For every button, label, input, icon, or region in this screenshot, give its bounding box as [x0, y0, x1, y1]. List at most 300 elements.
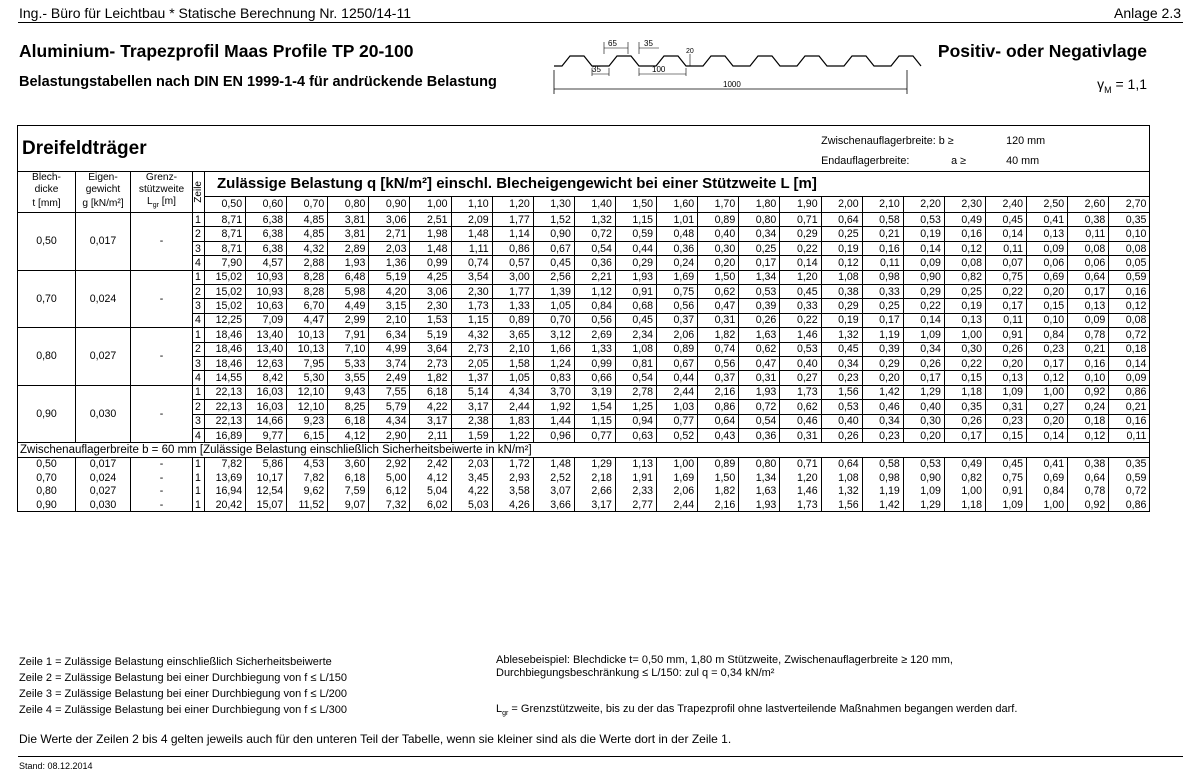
zeile-cell: 3 — [193, 356, 205, 370]
span-header-cell: 1,50 — [615, 196, 656, 213]
value-cell: 1,58 — [492, 356, 533, 370]
value-cell: 20,42 — [205, 498, 246, 512]
value-cell: 0,53 — [821, 400, 862, 414]
section2-info-cell: 0,80 — [18, 484, 76, 497]
value-cell: 0,91 — [985, 328, 1026, 342]
value-cell: 0,25 — [821, 227, 862, 241]
legend-zeile-2: Zeile 2 = Zulässige Belastung bei einer Durchbiegung von f ≤ L/150 — [19, 672, 347, 684]
value-cell: 0,05 — [1109, 256, 1150, 270]
dim-100: 100 — [652, 65, 666, 74]
value-cell: 0,09 — [903, 256, 944, 270]
value-cell: 0,20 — [862, 371, 903, 385]
value-cell: 0,10 — [1109, 227, 1150, 241]
value-cell: 1,00 — [944, 328, 985, 342]
reading-example: Ablesebeispiel: Blechdicke t= 0,50 mm, 1,80 m Stützweite, Zwischenauflagerbreite ≥ 120 mm, Durchbiegungsbeschränkung ≤ L/150: zul q = 0,34 kN/m² — [496, 654, 953, 679]
value-cell: 1,32 — [821, 328, 862, 342]
value-cell: 0,10 — [1068, 371, 1109, 385]
value-cell: 1,50 — [698, 270, 739, 284]
value-cell: 0,45 — [985, 457, 1026, 471]
value-cell: 0,54 — [615, 371, 656, 385]
value-cell: 6,38 — [246, 213, 287, 227]
value-cell: 0,56 — [698, 356, 739, 370]
value-cell: 0,91 — [615, 284, 656, 298]
value-cell: 1,05 — [492, 371, 533, 385]
limit-span-note: $L_{gr}$ = Grenzstützweite, bis zu der das Trapezprofil ohne lastverteilende Maßnahmen begangen werden darf. — [496, 703, 1018, 718]
value-cell: 22,13 — [205, 414, 246, 428]
value-cell: 2,05 — [451, 356, 492, 370]
value-cell: 8,71 — [205, 227, 246, 241]
value-cell: 1,46 — [780, 484, 821, 497]
value-cell: 5,98 — [328, 284, 369, 298]
value-cell: 13,40 — [246, 342, 287, 356]
value-cell: 8,28 — [287, 284, 328, 298]
span-header-cell: 0,60 — [246, 196, 287, 213]
value-cell: 1,39 — [533, 284, 574, 298]
value-cell: 18,46 — [205, 342, 246, 356]
value-cell: 0,92 — [1068, 498, 1109, 512]
value-cell: 0,74 — [451, 256, 492, 270]
limit-span-cell: - — [131, 385, 193, 443]
value-cell: 0,22 — [903, 299, 944, 313]
profile-sketch — [548, 36, 928, 96]
value-cell: 1,98 — [410, 227, 451, 241]
value-cell: 1,72 — [492, 457, 533, 471]
value-cell: 3,65 — [492, 328, 533, 342]
value-cell: 0,72 — [1109, 328, 1150, 342]
value-cell: 6,38 — [246, 227, 287, 241]
value-cell: 1,48 — [410, 241, 451, 255]
value-cell: 1,29 — [903, 498, 944, 512]
zeile-cell: 4 — [193, 256, 205, 270]
position-label: Positiv- oder Negativlage — [937, 41, 1147, 61]
value-cell: 2,78 — [615, 385, 656, 399]
value-cell: 0,67 — [533, 241, 574, 255]
value-cell: 0,16 — [1068, 356, 1109, 370]
table-row — [18, 328, 1150, 342]
value-cell: 6,12 — [369, 484, 410, 497]
value-cell: 0,47 — [698, 299, 739, 313]
value-cell: 0,29 — [821, 299, 862, 313]
value-cell: 3,64 — [410, 342, 451, 356]
value-cell: 4,12 — [410, 471, 451, 484]
value-cell: 0,56 — [657, 299, 698, 313]
col-header-limit-span: Grenz- stützweite — [131, 172, 193, 197]
value-cell: 4,32 — [287, 241, 328, 255]
value-cell: 6,15 — [287, 428, 328, 442]
value-cell: 6,34 — [369, 328, 410, 342]
value-cell: 2,21 — [574, 270, 615, 284]
value-cell: 0,81 — [615, 356, 656, 370]
value-cell: 8,42 — [246, 371, 287, 385]
value-cell: 0,44 — [615, 241, 656, 255]
zeile-cell: 3 — [193, 241, 205, 255]
value-cell: 1,09 — [903, 484, 944, 497]
value-cell: 2,38 — [451, 414, 492, 428]
value-cell: 4,85 — [287, 227, 328, 241]
value-cell: 5,04 — [410, 484, 451, 497]
section2-info-cell: 0,70 — [18, 471, 76, 484]
value-cell: 1,36 — [369, 256, 410, 270]
value-cell: 0,35 — [1109, 457, 1150, 471]
value-cell: 0,63 — [615, 428, 656, 442]
value-cell: 1,63 — [739, 484, 780, 497]
value-cell: 4,99 — [369, 342, 410, 356]
value-cell: 0,78 — [1068, 484, 1109, 497]
value-cell: 0,12 — [821, 256, 862, 270]
value-cell: 1,34 — [739, 270, 780, 284]
value-cell: 9,07 — [328, 498, 369, 512]
value-cell: 1,42 — [862, 385, 903, 399]
value-cell: 1,69 — [657, 471, 698, 484]
unit-weight: g [kN/m²] — [76, 196, 131, 213]
value-cell: 0,53 — [903, 457, 944, 471]
value-cell: 3,06 — [369, 213, 410, 227]
value-cell: 0,98 — [862, 270, 903, 284]
zeile-cell: 2 — [193, 227, 205, 241]
value-cell: 0,19 — [944, 299, 985, 313]
value-cell: 0,49 — [944, 457, 985, 471]
value-cell: 7,95 — [287, 356, 328, 370]
value-cell: 4,32 — [451, 328, 492, 342]
value-cell: 12,54 — [246, 484, 287, 497]
value-cell: 3,58 — [492, 484, 533, 497]
value-cell: 7,91 — [328, 328, 369, 342]
value-cell: 0,47 — [739, 356, 780, 370]
value-cell: 0,70 — [533, 313, 574, 327]
value-cell: 0,17 — [862, 313, 903, 327]
span-header-cell: 1,30 — [533, 196, 574, 213]
table-row — [18, 270, 1150, 284]
value-cell: 0,39 — [739, 299, 780, 313]
value-cell: 15,07 — [246, 498, 287, 512]
value-cell: 0,26 — [739, 313, 780, 327]
value-cell: 1,42 — [862, 498, 903, 512]
value-cell: 3,74 — [369, 356, 410, 370]
value-cell: 22,13 — [205, 400, 246, 414]
thickness-cell: 0,90 — [18, 385, 76, 443]
value-cell: 0,10 — [1027, 313, 1068, 327]
value-cell: 3,60 — [328, 457, 369, 471]
value-cell: 0,17 — [985, 299, 1026, 313]
value-cell: 5,14 — [451, 385, 492, 399]
value-cell: 0,08 — [944, 256, 985, 270]
zeile-cell: 4 — [193, 371, 205, 385]
value-cell: 0,68 — [615, 299, 656, 313]
value-cell: 0,11 — [862, 256, 903, 270]
value-cell: 7,90 — [205, 256, 246, 270]
value-cell: 1,33 — [574, 342, 615, 356]
value-cell: 0,71 — [780, 457, 821, 471]
support-mid-value: 120 mm — [1006, 135, 1046, 147]
value-cell: 0,89 — [492, 313, 533, 327]
value-cell: 2,93 — [492, 471, 533, 484]
value-cell: 0,14 — [985, 227, 1026, 241]
table-row — [18, 498, 1150, 512]
value-cell: 3,81 — [328, 213, 369, 227]
col-header-zeile: Zeile — [193, 172, 205, 213]
dim-65: 65 — [608, 39, 617, 48]
value-cell: 0,36 — [657, 241, 698, 255]
zeile-cell: 4 — [193, 313, 205, 327]
value-cell: 22,13 — [205, 385, 246, 399]
value-cell: 1,12 — [574, 284, 615, 298]
span-header-cell: 2,60 — [1068, 196, 1109, 213]
span-header-cell: 1,10 — [451, 196, 492, 213]
value-cell: 0,77 — [657, 414, 698, 428]
value-cell: 1,00 — [1027, 385, 1068, 399]
dim-20: 20 — [686, 48, 694, 55]
value-cell: 1,73 — [780, 498, 821, 512]
dim-35-top: 35 — [644, 39, 653, 48]
value-cell: 0,84 — [574, 299, 615, 313]
value-cell: 0,09 — [1068, 313, 1109, 327]
value-cell: 1,25 — [615, 400, 656, 414]
zeile-cell: 1 — [193, 484, 205, 497]
value-cell: 12,10 — [287, 385, 328, 399]
value-cell: 0,40 — [903, 400, 944, 414]
value-cell: 4,34 — [369, 414, 410, 428]
value-cell: 0,46 — [780, 414, 821, 428]
zeile-cell: 1 — [193, 213, 205, 227]
value-cell: 0,19 — [821, 241, 862, 255]
value-cell: 0,54 — [739, 414, 780, 428]
value-cell: 2,52 — [533, 471, 574, 484]
value-cell: 0,72 — [574, 227, 615, 241]
main-column-header: Zulässige Belastung q [kN/m²] einschl. Blecheigengewicht bei einer Stützweite L [m] — [205, 172, 1150, 197]
value-cell: 0,94 — [615, 414, 656, 428]
value-cell: 0,58 — [862, 457, 903, 471]
value-cell: 4,22 — [451, 484, 492, 497]
value-cell: 0,64 — [1068, 471, 1109, 484]
value-cell: 0,11 — [1109, 428, 1150, 442]
load-table-body — [18, 126, 1150, 512]
value-cell: 1,08 — [821, 471, 862, 484]
value-cell: 0,59 — [1109, 270, 1150, 284]
value-cell: 15,02 — [205, 284, 246, 298]
span-header-cell: 2,50 — [1027, 196, 1068, 213]
value-cell: 0,15 — [985, 428, 1026, 442]
value-cell: 0,13 — [1027, 227, 1068, 241]
value-cell: 4,25 — [410, 270, 451, 284]
value-cell: 0,66 — [574, 371, 615, 385]
value-cell: 5,03 — [451, 498, 492, 512]
support-end-value: 40 mm — [1006, 155, 1040, 167]
value-cell: 3,70 — [533, 385, 574, 399]
value-cell: 1,59 — [451, 428, 492, 442]
value-cell: 8,71 — [205, 241, 246, 255]
value-cell: 2,90 — [369, 428, 410, 442]
value-cell: 1,09 — [903, 328, 944, 342]
value-cell: 0,35 — [944, 400, 985, 414]
span-header-cell: 1,20 — [492, 196, 533, 213]
value-cell: 6,38 — [246, 241, 287, 255]
value-cell: 0,49 — [944, 213, 985, 227]
value-cell: 18,46 — [205, 356, 246, 370]
value-cell: 0,20 — [985, 356, 1026, 370]
value-cell: 3,66 — [533, 498, 574, 512]
value-cell: 0,26 — [985, 342, 1026, 356]
value-cell: 12,63 — [246, 356, 287, 370]
value-cell: 0,23 — [862, 428, 903, 442]
value-cell: 1,66 — [533, 342, 574, 356]
zeile-cell: 4 — [193, 428, 205, 442]
value-cell: 1,09 — [985, 385, 1026, 399]
value-cell: 3,15 — [369, 299, 410, 313]
value-cell: 2,73 — [410, 356, 451, 370]
value-cell: 0,90 — [533, 227, 574, 241]
section2-header-row — [18, 443, 1150, 457]
value-cell: 1,34 — [739, 471, 780, 484]
support-mid-label: Zwischenauflagerbreite: b ≥ — [821, 135, 954, 147]
zeile-cell: 1 — [193, 498, 205, 512]
value-cell: 6,70 — [287, 299, 328, 313]
value-cell: 1,56 — [821, 385, 862, 399]
value-cell: 7,09 — [246, 313, 287, 327]
value-cell: 0,99 — [410, 256, 451, 270]
section2-info-cell: 0,50 — [18, 457, 76, 471]
value-cell: 0,34 — [903, 342, 944, 356]
value-cell: 1,77 — [492, 284, 533, 298]
value-cell: 0,75 — [985, 471, 1026, 484]
value-cell: 3,00 — [492, 270, 533, 284]
value-cell: 0,41 — [1027, 457, 1068, 471]
value-cell: 0,62 — [780, 400, 821, 414]
value-cell: 5,79 — [369, 400, 410, 414]
thickness-cell: 0,50 — [18, 213, 76, 271]
span-header-cell: 1,60 — [657, 196, 698, 213]
value-cell: 0,19 — [903, 227, 944, 241]
value-cell: 1,50 — [698, 471, 739, 484]
value-cell: 0,26 — [903, 356, 944, 370]
span-header-cell: 1,00 — [410, 196, 451, 213]
unit-limit-span: $L_{gr}$ [m] — [131, 196, 193, 213]
value-cell: 0,86 — [698, 400, 739, 414]
value-cell: 0,06 — [1068, 256, 1109, 270]
section2-info-cell: 0,027 — [76, 484, 131, 497]
value-cell: 0,38 — [1068, 213, 1109, 227]
value-cell: 0,18 — [1068, 414, 1109, 428]
table-row — [18, 484, 1150, 497]
value-cell: 0,75 — [657, 284, 698, 298]
value-cell: 1,48 — [533, 457, 574, 471]
value-cell: 0,84 — [1027, 484, 1068, 497]
value-cell: 0,56 — [574, 313, 615, 327]
span-header-cell: 2,10 — [862, 196, 903, 213]
value-cell: 0,22 — [985, 284, 1026, 298]
value-cell: 0,09 — [1027, 241, 1068, 255]
section2-info-cell: 0,024 — [76, 471, 131, 484]
table-row — [18, 457, 1150, 471]
value-cell: 13,69 — [205, 471, 246, 484]
value-cell: 1,29 — [574, 457, 615, 471]
value-cell: 10,13 — [287, 342, 328, 356]
value-cell: 0,21 — [1068, 342, 1109, 356]
value-cell: 2,16 — [698, 385, 739, 399]
safety-factor: $\gamma_M = 1,1$ — [1097, 76, 1147, 95]
span-header-cell: 1,70 — [698, 196, 739, 213]
value-cell: 1,82 — [698, 328, 739, 342]
value-cell: 9,77 — [246, 428, 287, 442]
value-cell: 0,45 — [780, 284, 821, 298]
document-date: Stand: 08.12.2014 — [19, 761, 93, 771]
value-cell: 1,22 — [492, 428, 533, 442]
value-cell: 0,74 — [698, 342, 739, 356]
zeile-cell: 1 — [193, 270, 205, 284]
table-row — [18, 213, 1150, 227]
value-cell: 0,23 — [985, 414, 1026, 428]
value-cell: 2,18 — [574, 471, 615, 484]
value-cell: 0,22 — [944, 356, 985, 370]
value-cell: 2,56 — [533, 270, 574, 284]
value-cell: 2,89 — [328, 241, 369, 255]
value-cell: 0,44 — [657, 371, 698, 385]
section2-info-cell: 0,030 — [76, 498, 131, 512]
appendix-label: Anlage 2.3 — [1114, 5, 1181, 21]
value-cell: 0,57 — [492, 256, 533, 270]
value-cell: 0,14 — [780, 256, 821, 270]
zeile-cell: 2 — [193, 284, 205, 298]
value-cell: 1,93 — [739, 498, 780, 512]
span-header-cell: 1,90 — [780, 196, 821, 213]
value-cell: 0,64 — [1068, 270, 1109, 284]
value-cell: 1,93 — [328, 256, 369, 270]
legend-zeile-3: Zeile 3 = Zulässige Belastung bei einer Durchbiegung von f ≤ L/200 — [19, 688, 347, 700]
value-cell: 0,62 — [698, 284, 739, 298]
value-cell: 0,38 — [1068, 457, 1109, 471]
value-cell: 0,75 — [985, 270, 1026, 284]
value-cell: 4,49 — [328, 299, 369, 313]
value-cell: 18,46 — [205, 328, 246, 342]
value-cell: 0,37 — [698, 371, 739, 385]
value-cell: 1,09 — [985, 498, 1026, 512]
value-cell: 7,59 — [328, 484, 369, 497]
value-cell: 1,14 — [492, 227, 533, 241]
value-cell: 2,30 — [410, 299, 451, 313]
value-cell: 1,92 — [533, 400, 574, 414]
section2-info-cell: - — [131, 457, 193, 471]
value-cell: 3,06 — [410, 284, 451, 298]
value-cell: 0,25 — [944, 284, 985, 298]
header-divider — [18, 22, 1183, 23]
value-cell: 0,16 — [1109, 284, 1150, 298]
value-cell: 1,11 — [451, 241, 492, 255]
value-cell: 0,83 — [533, 371, 574, 385]
table-heading: Dreifeldträger — [18, 126, 822, 172]
value-cell: 0,24 — [1068, 400, 1109, 414]
value-cell: 6,02 — [410, 498, 451, 512]
limit-span-cell: - — [131, 270, 193, 328]
unit-thickness: t [mm] — [18, 196, 76, 213]
value-cell: 8,71 — [205, 213, 246, 227]
value-cell: 7,82 — [287, 471, 328, 484]
value-cell: 0,80 — [739, 457, 780, 471]
value-cell: 1,01 — [657, 213, 698, 227]
value-cell: 2,33 — [615, 484, 656, 497]
dim-1000: 1000 — [723, 80, 741, 89]
section2-label: Zwischenauflagerbreite b = 60 mm [Zulässige Belastung einschließlich Sicherheitsbeiwerte in kN/m²] — [18, 443, 1150, 457]
value-cell: 2,49 — [369, 371, 410, 385]
value-cell: 0,45 — [533, 256, 574, 270]
value-cell: 1,46 — [780, 328, 821, 342]
value-cell: 0,16 — [862, 241, 903, 255]
value-cell: 0,46 — [862, 400, 903, 414]
legend-zeile-4: Zeile 4 = Zulässige Belastung bei einer Durchbiegung von f ≤ L/300 — [19, 704, 347, 716]
value-cell: 1,32 — [574, 213, 615, 227]
value-cell: 1,08 — [821, 270, 862, 284]
span-header-cell: 1,40 — [574, 196, 615, 213]
value-cell: 16,89 — [205, 428, 246, 442]
table-row — [18, 471, 1150, 484]
